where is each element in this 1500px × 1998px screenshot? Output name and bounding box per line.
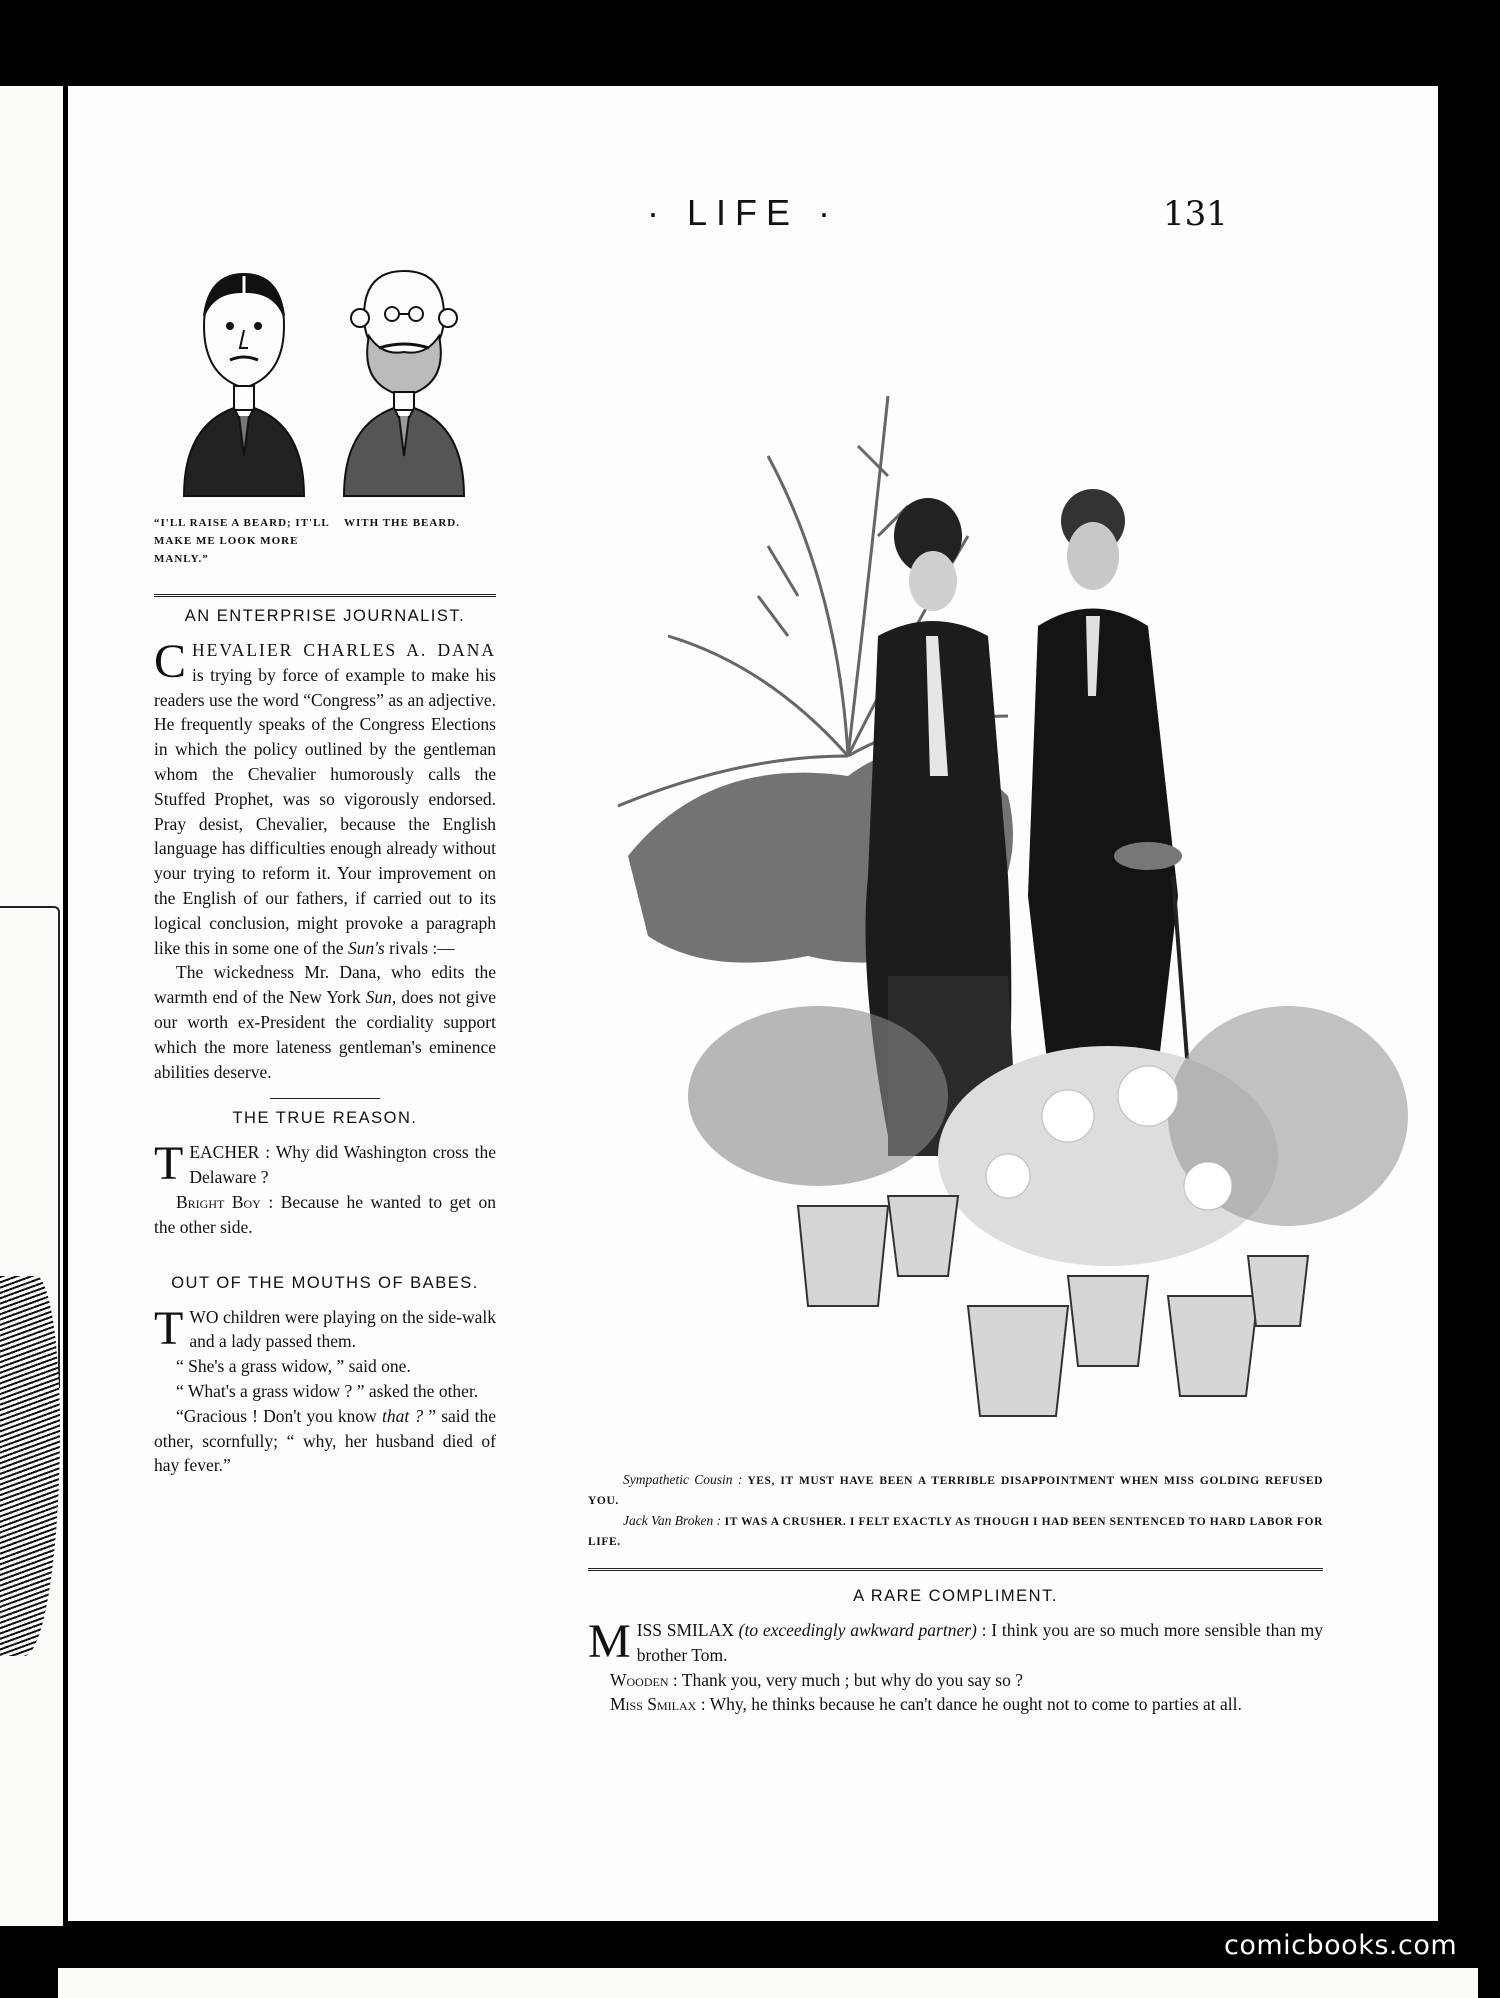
section-divider [154, 594, 496, 597]
cartoon-caption-left: “I'LL RAISE A BEARD; IT'LL MAKE ME LOOK MORE MANLY.” [154, 517, 330, 565]
caption-line: Sympathetic Cousin : YES, IT MUST HAVE BEEN A TERRIBLE DISAPPOINTMENT WHEN MISS GOLDING REFUSED YOU. [588, 1472, 1324, 1507]
clean-shaven-figure [184, 274, 304, 496]
article-heading: A RARE COMPLIMENT. [853, 1587, 1058, 1605]
article-paragraph: “ What's a grass widow ? ” asked the other. [176, 1380, 479, 1401]
illustration-caption [588, 1470, 1323, 1552]
page-number: 131 [1163, 194, 1228, 234]
lead-in: HEVALIER CHARLES A. DANA [192, 640, 496, 660]
bearded-figure [344, 271, 464, 496]
section-divider [270, 1098, 380, 1099]
article-paragraph: TEACHER : Why did Washington cross the Delaware ? [154, 1137, 496, 1191]
magazine-page [68, 86, 1438, 1921]
article-heading: OUT OF THE MOUTHS OF BABES. [171, 1273, 479, 1292]
article-paragraph: MISS SMILAX (to exceedingly awkward partner) : I think you are so much more sensible than my brother Tom. [588, 1615, 1323, 1668]
article-paragraph: Wooden : Thank you, very much ; but why do you say so ? [610, 1669, 1024, 1690]
drop-cap: T [154, 1301, 184, 1355]
conservatory-illustration [588, 336, 1438, 1446]
beard-cartoon-illustration [164, 256, 494, 506]
article-paragraph: CHEVALIER CHARLES A. DANA is trying by force of example to make his readers use the word “Congress” as an adjective. He frequently speaks of the Congress Elections in which the policy outlined by the gentleman whom the Chevalier humorously calls the Stuffed Prophet, was so vigorously endorsed. Pray desist, Chevalier, because the English language has difficulties enough already without your trying to reform it. Your improvement on the English of our fathers, if carried out to its logical conclusion, might provoke a paragraph like this in some one of the Sun's rivals :— [154, 635, 496, 958]
drop-cap: M [588, 1615, 631, 1668]
next-page-edge [58, 1968, 1478, 1998]
right-column-article [588, 1568, 1323, 1717]
article-paragraph: Miss Smilax : Why, he thinks because he can't dance he ought not to come to parties at all. [610, 1694, 1242, 1715]
drop-cap: T [154, 1137, 184, 1191]
article-paragraph: Bright Boy : Because he wanted to get on the other side. [154, 1191, 496, 1237]
previous-page-edge [0, 86, 63, 1926]
article-paragraph: “Gracious ! Don't you know that ? ” said the other, scornfully; “ why, her husband died of hay fever.” [154, 1405, 496, 1476]
article-paragraph: The wickedness Mr. Dana, who edits the warmth end of the New York Sun, does not give our worth ex-President the cordiality support which the more lateness gentleman's eminence abilities deserve. [154, 962, 496, 1082]
section-divider [588, 1568, 1323, 1571]
article-paragraph: TWO children were playing on the side-walk and a lady passed them. [154, 1301, 496, 1355]
left-column [154, 256, 496, 1478]
article-paragraph: “ She's a grass widow, ” said one. [176, 1356, 411, 1377]
caption-line: Jack Van Broken : IT WAS A CRUSHER. I FELT EXACTLY AS THOUGH I HAD BEEN SENTENCED TO HARD LABOR FOR LIFE. [588, 1513, 1323, 1548]
article-heading: AN ENTERPRISE JOURNALIST. [184, 607, 466, 625]
drop-cap: C [154, 635, 187, 688]
masthead-title: · LIFE · [646, 192, 839, 233]
previous-page-engraving-fragment [0, 1276, 60, 1656]
cartoon-caption-right: WITH THE BEARD. [344, 517, 460, 529]
site-watermark: comicbooks.com [1224, 1930, 1458, 1961]
article-heading: THE TRUE REASON. [232, 1109, 418, 1128]
